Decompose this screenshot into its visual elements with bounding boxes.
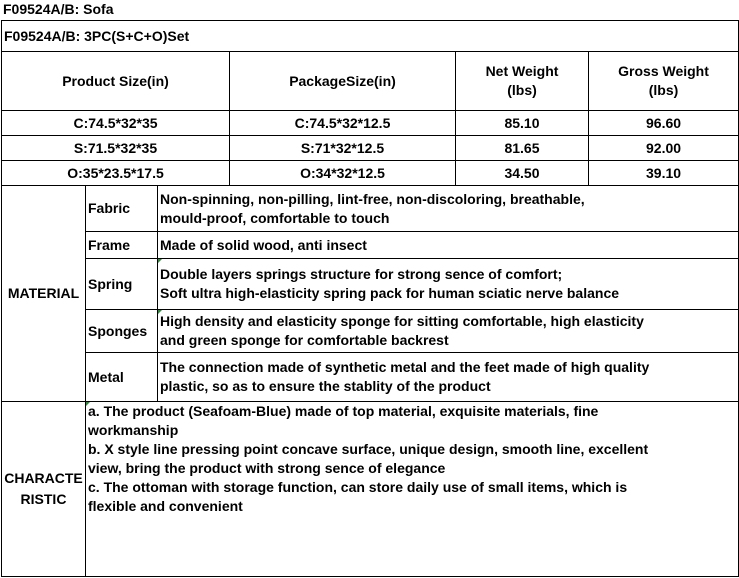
package-size-cell: C:74.5*32*12.5 — [230, 111, 456, 136]
characteristic-line: flexible and convenient — [88, 498, 243, 514]
material-description — [158, 259, 739, 310]
material-description — [158, 310, 739, 353]
characteristic-line: a. The product (Seafoam-Blue) made of top material, exquisite materials, fine — [88, 403, 599, 419]
material-description-line: Non-spinning, non-pilling, lint-free, non-discoloring, breathable, — [160, 190, 585, 207]
characteristic-description — [86, 402, 739, 577]
product-size-cell: C:74.5*32*35 — [2, 111, 230, 136]
material-label: MATERIAL — [2, 186, 86, 402]
material-name: Spring — [86, 259, 158, 310]
material-name: Sponges — [86, 310, 158, 353]
material-row-frame — [2, 232, 739, 259]
material-description — [158, 232, 739, 259]
header-net-weight-line2: (lbs) — [507, 82, 537, 98]
material-description-line: plastic, so as to ensure the stablity of the product — [160, 378, 491, 394]
material-description-line: The connection made of synthetic metal and the feet made of high quality — [160, 359, 650, 375]
product-size-cell: S:71.5*32*35 — [2, 136, 230, 161]
net-weight-cell: 85.10 — [456, 111, 589, 136]
gross-weight-cell: 92.00 — [589, 136, 739, 161]
net-weight-cell: 81.65 — [456, 136, 589, 161]
spec-table — [1, 20, 739, 577]
package-size-cell: O:34*32*12.5 — [230, 161, 456, 186]
table-row — [2, 161, 739, 186]
material-row-metal — [2, 353, 739, 402]
material-description-line: mould-proof, comfortable to touch — [160, 209, 390, 226]
characteristic-line: workmanship — [88, 422, 179, 438]
table-title: F09524A/B: 3PC(S+C+O)Set — [2, 21, 739, 52]
material-row-spring — [2, 259, 739, 310]
material-description-line: Soft ultra high-elasticity spring pack for human sciatic nerve balance — [160, 285, 620, 301]
header-net-weight — [456, 52, 589, 111]
material-name: Fabric — [86, 186, 158, 232]
header-product-size: Product Size(in) — [2, 52, 230, 111]
characteristic-label — [2, 402, 86, 577]
material-description-line: and green sponge for comfortable backrest — [160, 332, 449, 348]
header-gross-weight-line2: (lbs) — [648, 82, 679, 98]
material-description-line: Double layers springs structure for strong sence of comfort; — [160, 266, 563, 282]
header-net-weight-line1: Net Weight — [485, 63, 559, 79]
product-size-cell: O:35*23.5*17.5 — [2, 161, 230, 186]
material-row-sponges — [2, 310, 739, 353]
gross-weight-cell: 39.10 — [589, 161, 739, 186]
header-row — [2, 52, 739, 111]
sheet-caption: F09524A/B: Sofa — [3, 1, 114, 17]
characteristic-line: view, bring the product with strong sence of elegance — [88, 460, 446, 476]
gross-weight-cell: 96.60 — [589, 111, 739, 136]
material-description-line: Made of solid wood, anti insect — [160, 236, 367, 253]
package-size-cell: S:71*32*12.5 — [230, 136, 456, 161]
characteristic-line: c. The ottoman with storage function, can store daily use of small items, which is — [88, 479, 628, 495]
header-gross-weight — [589, 52, 739, 111]
material-name: Metal — [86, 353, 158, 402]
material-description — [158, 186, 739, 232]
characteristic-line: b. X style line pressing point concave surface, unique design, smooth line, excellent — [88, 441, 649, 457]
header-gross-weight-line1: Gross Weight — [618, 63, 709, 79]
characteristic-row — [2, 402, 739, 577]
material-row-fabric — [2, 186, 739, 232]
header-package-size: PackageSize(in) — [230, 52, 456, 111]
characteristic-label-line1: CHARACTE — [4, 470, 83, 486]
material-description-line: High density and elasticity sponge for sitting comfortable, high elasticity — [160, 313, 644, 329]
characteristic-label-line2: RISTIC — [20, 491, 67, 507]
title-row — [2, 21, 739, 52]
material-name: Frame — [86, 232, 158, 259]
table-row — [2, 111, 739, 136]
table-row — [2, 136, 739, 161]
material-description — [158, 353, 739, 402]
net-weight-cell: 34.50 — [456, 161, 589, 186]
